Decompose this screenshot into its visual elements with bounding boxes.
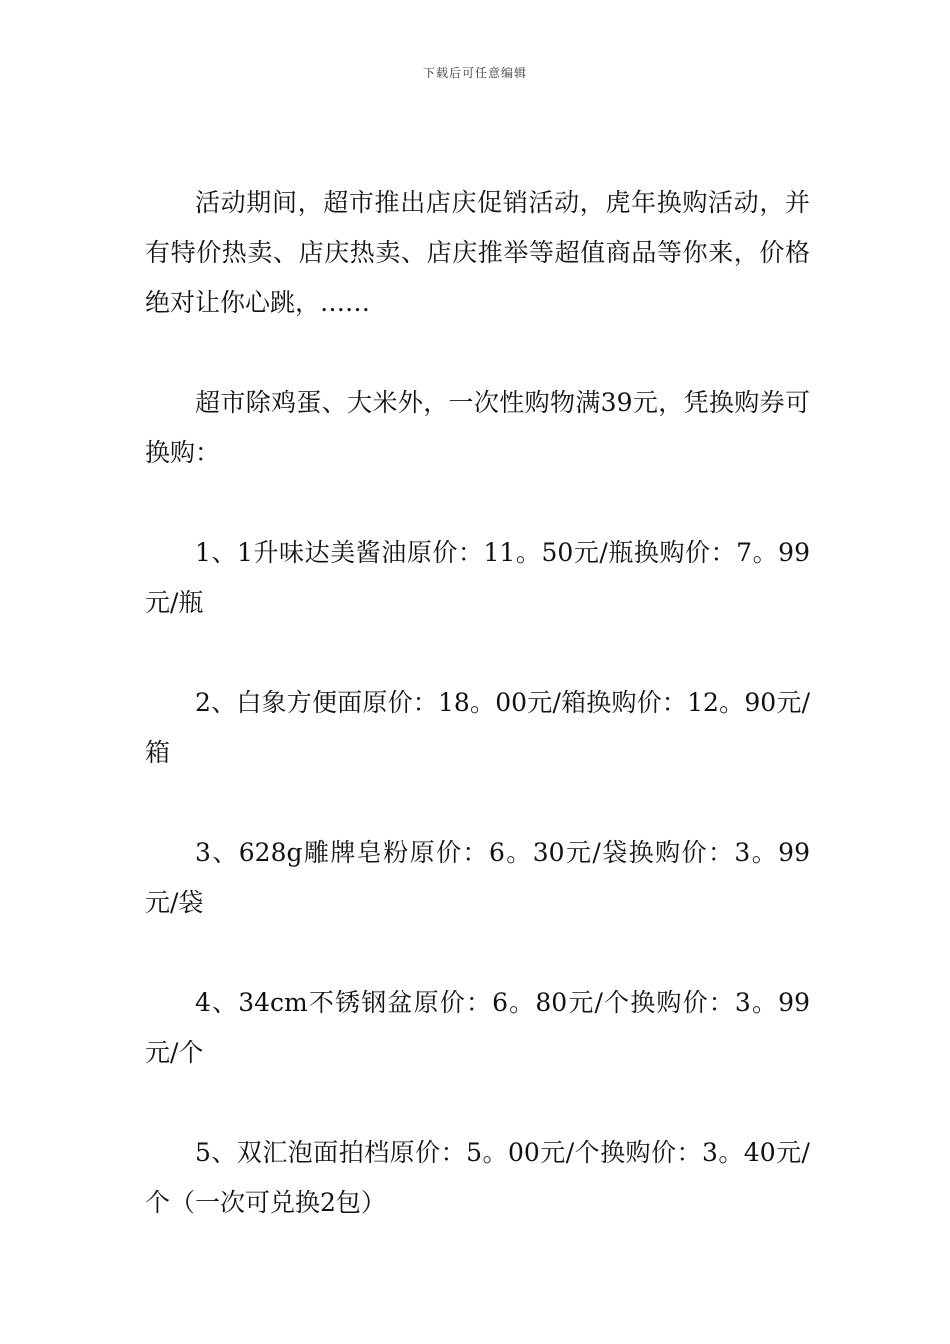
list-item-soy-sauce: 1、1升味达美酱油原价：11。50元/瓶换购价：7。99元/瓶 — [145, 538, 810, 617]
header-note: 下载后可任意编辑 — [422, 66, 527, 80]
list-item-soap-powder: 3、628g雕牌皂粉原价：6。30元/袋换购价：3。99元/袋 — [145, 838, 810, 917]
list-item-steel-basin: 4、34cm不锈钢盆原价：6。80元/个换购价：3。99元/个 — [145, 988, 810, 1067]
paragraph-intro: 活动期间，超市推出店庆促销活动，虎年换购活动，并有特价热卖、店庆热卖、店庆推举等超值商品等你来，价格绝对让你心跳，…… — [145, 188, 810, 317]
paragraph-condition: 超市除鸡蛋、大米外，一次性购物满39元，凭换购券可换购： — [145, 388, 810, 467]
document-body — [145, 178, 810, 1278]
list-item-noodle-partner: 5、双汇泡面拍档原价：5。00元/个换购价：3。40元/个（一次可兑换2包） — [145, 1138, 810, 1217]
list-item-instant-noodles: 2、白象方便面原价：18。00元/箱换购价：12。90元/箱 — [145, 688, 810, 767]
